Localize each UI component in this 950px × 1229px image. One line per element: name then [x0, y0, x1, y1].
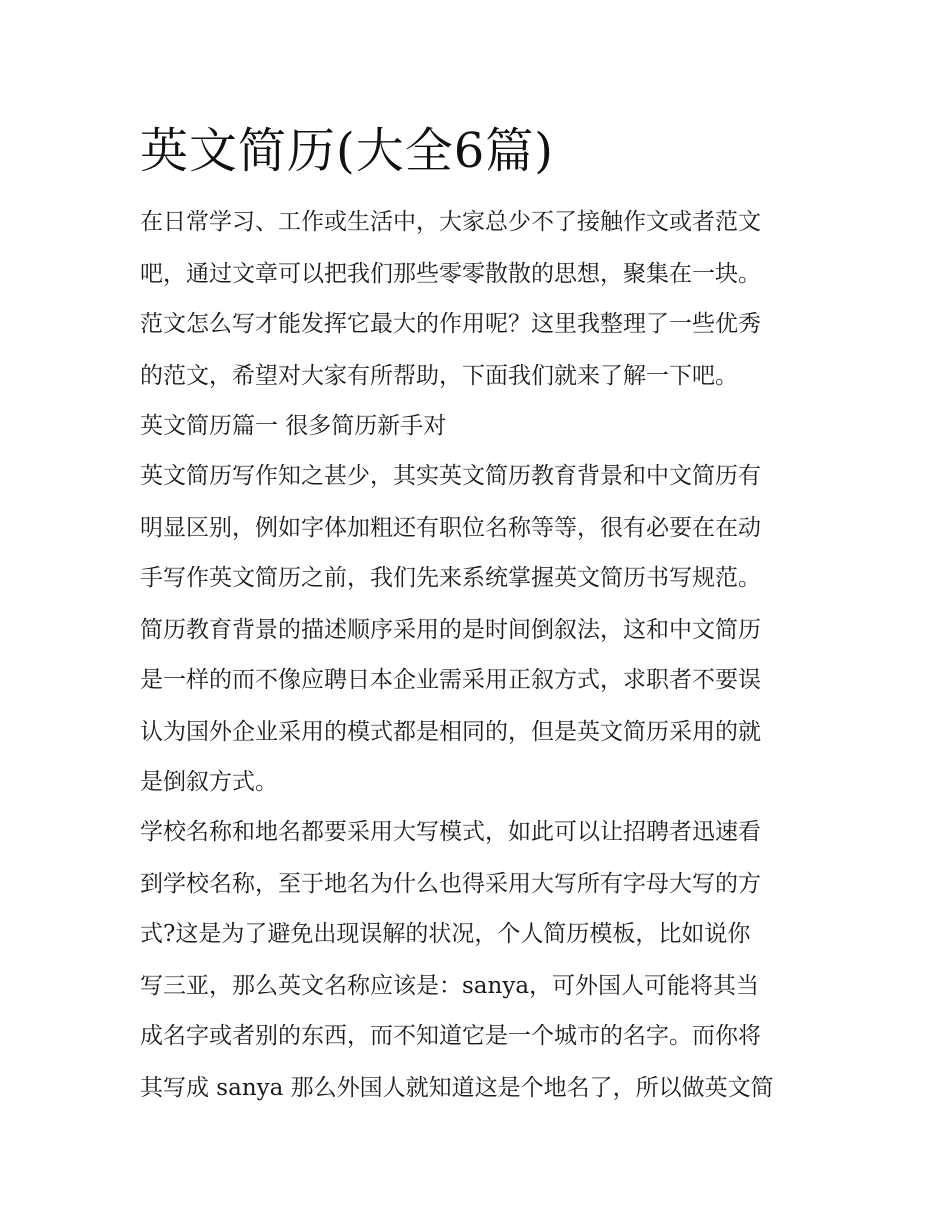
body-text-line: 是一样的而不像应聘日本企业需采用正叙方式，求职者不要误	[140, 667, 761, 693]
body-text-line: 到学校名称，至于地名为什么也得采用大写所有字母大写的方	[140, 871, 761, 897]
body-text-line: 范文怎么写才能发挥它最大的作用呢？这里我整理了一些优秀	[140, 311, 761, 337]
body-text-line: 吧，通过文章可以把我们那些零零散散的思想，聚集在一块。	[140, 261, 761, 287]
body-text-line: 认为国外企业采用的模式都是相同的，但是英文简历采用的就	[140, 719, 761, 745]
body-text-line: 明显区别，例如字体加粗还有职位名称等等，很有必要在在动	[140, 515, 761, 541]
body-text-line: 在日常学习、工作或生活中，大家总少不了接触作文或者范文	[140, 209, 761, 235]
body-text-line: 手写作英文简历之前，我们先来系统掌握英文简历书写规范。	[140, 565, 761, 591]
body-text-line: 是倒叙方式。	[140, 769, 278, 795]
body-text-line: 学校名称和地名都要采用大写模式，如此可以让招聘者迅速看	[140, 819, 761, 845]
body-text-line: 英文简历写作知之甚少，其实英文简历教育背景和中文简历有	[140, 463, 761, 489]
body-text-line: 其写成 sanya 那么外国人就知道这是个地名了，所以做英文简	[140, 1075, 774, 1101]
body-text-line: 式?这是为了避免出现误解的状况，个人简历模板，比如说你	[140, 921, 751, 947]
body-text-line: 简历教育背景的描述顺序采用的是时间倒叙法，这和中文简历	[140, 617, 761, 643]
body-text-line: 成名字或者别的东西，而不知道它是一个城市的名字。而你将	[140, 1023, 761, 1049]
body-text-line: 的范文，希望对大家有所帮助，下面我们就来了解一下吧。	[140, 363, 738, 389]
section-heading: 英文简历篇一 很多简历新手对	[140, 413, 447, 439]
body-text-line: 写三亚，那么英文名称应该是：sanya，可外国人可能将其当	[140, 973, 760, 999]
document-title: 英文简历(大全6篇)	[140, 123, 554, 179]
